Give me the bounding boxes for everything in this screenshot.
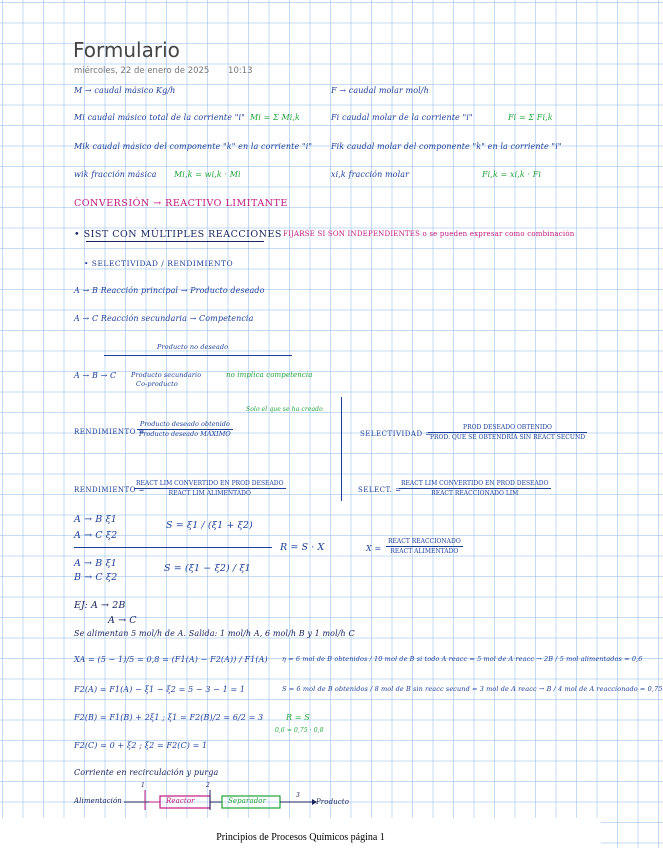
note-fi-def: Fi caudal molar de la corriente "i" [331,113,473,122]
sel2-label: SELECT. = [358,486,402,494]
r2a: A → B ξ1 [74,558,117,569]
note-sist-multiples: • SIST CON MÚLTIPLES REACCIONES [74,229,282,240]
f2a: F2(A) = F1(A) − ξ1 − ξ2 = 5 − 3 − 1 = 1 [74,685,246,694]
note-co-producto: Co-producto [136,380,178,388]
note-wik-eq: Mi,k = wi,k · Mi [174,170,241,179]
note-ab: A → B Reacción principal → Producto deseado [74,286,265,295]
label-reactor: Reactor [166,797,195,805]
note-prod-no-deseado: Producto no deseado [157,343,229,351]
note-solo-el: Solo el que se ha creado [246,406,323,413]
note-mi-eq: Mi = Σ Mi,k [250,113,300,122]
s-ex: S = 6 mol de B obtenidos / 8 mol de B sin reacc secund = 3 mol de A reacc → B / 4 mol de A reaccionado = 0,75 [282,685,663,693]
note-ac: A → C Reacción secundaria → Competencia [74,314,254,323]
sel1-num: PROD DESEADO OBTENIDO [428,423,587,433]
note-abc: A → B → C [74,371,117,380]
x-label: X = [366,544,382,553]
rend1-num: Producto deseado obtenido [137,420,233,430]
page-date: miércoles, 22 de enero de 2025 [74,66,210,76]
label-stream-3: 3 [296,792,300,799]
rsx: R = S · X [280,542,325,553]
note-fik-def: Fik caudal molar del componente "k" en la corriente "i" [331,142,562,151]
label-producto: Producto [316,798,350,806]
label-stream-2: 2 [206,782,210,789]
rs-vals: 0,6 = 0,75 · 0,8 [275,727,324,734]
rend2-den: REACT LIM ALIMENTADO [168,490,251,497]
xa: XA = (5 − 1)/5 = 0,8 = (F1(A) − F2(A)) / F1(A) [74,655,268,664]
sel2-num: REACT LIM CONVERTIDO EN PROD DESEADO [401,480,549,487]
s1: S = ξ1 / (ξ1 + ξ2) [166,520,253,531]
sel1-label: SELECTIVIDAD = [360,430,432,438]
eta: η = 6 mol de B obtenidos / 10 mol de B si todo A reacc = 5 mol de A reacc → 2B / 5 mol alimentados = 0,6 [282,655,643,663]
ej2: A → C [108,615,137,626]
note-f-def: F → caudal molar mol/h [331,86,429,95]
label-stream-1: 1 [141,782,145,789]
page-footer: Principios de Procesos Químicos página 1 [216,832,385,843]
note-conversion: CONVERSIÓN → REACTIVO LIMITANTE [74,198,288,209]
r1a: A → B ξ1 [74,514,117,525]
note-mi-def: Mi caudal másico total de la corriente "i" [74,113,245,122]
note-prod-secundario: Producto secundario [131,371,202,379]
rend2-label: RENDIMIENTO = [74,486,146,494]
note-selectividad-head: • SELECTIVIDAD / RENDIMIENTO [84,259,234,268]
ej: EJ: A → 2B [74,600,126,611]
rend1-den: Producto deseado MÁXIMO [139,430,231,438]
note-xik-eq: Fi,k = xi,k · Fi [482,170,542,179]
r2b: B → C ξ2 [74,572,118,583]
note-fi-eq: Fi = Σ Fi,k [508,113,553,122]
note-mik-def: Mik caudal másico del componente "k" en la corriente "i" [74,142,313,151]
page-time: 10:13 [228,66,253,76]
recirc: Corriente en recirculación y purga [74,768,219,777]
f2c: F2(C) = 0 + ξ2 ; ξ2 = F2(C) = 1 [74,741,208,750]
note-wik-def: wik fracción másica [74,170,157,179]
page-title: Formulario [73,38,180,62]
sel2-den: REACT REACCIONADO LIM [431,490,519,497]
rend1-label: RENDIMIENTO = [74,428,146,436]
r1b: A → C ξ2 [74,530,118,541]
label-alimentacion: Alimentación [74,797,122,805]
alim: Se alimentan 5 mol/h de A. Salida: 1 mol/h A, 6 mol/h B y 1 mol/h C [74,629,355,638]
note-fijarse: FIJARSE SI SON INDEPENDIENTES o se pueden expresar como combinación [283,230,575,238]
rs: R = S [286,713,310,722]
x-den: REACT ALIMENTADO [390,548,459,555]
note-m-def: M → caudal másico Kg/h [74,86,176,95]
label-separador: Separador [228,797,267,805]
rend2-num: REACT LIM CONVERTIDO EN PROD DESEADO [136,480,284,487]
f2b: F2(B) = F1(B) + 2ξ1 ; ξ1 = F2(B)/2 = 6/2 = 3 [74,713,264,722]
x-num: REACT REACCIONADO [388,538,461,545]
note-xik-def: xi,k fracción molar [331,170,410,179]
note-no-implica: no implica competencia [226,371,313,379]
sel1-den: PROD. QUE SE OBTENDRÍA SIN REACT SECUND [430,434,586,441]
s2: S = (ξ1 − ξ2) / ξ1 [164,563,251,574]
